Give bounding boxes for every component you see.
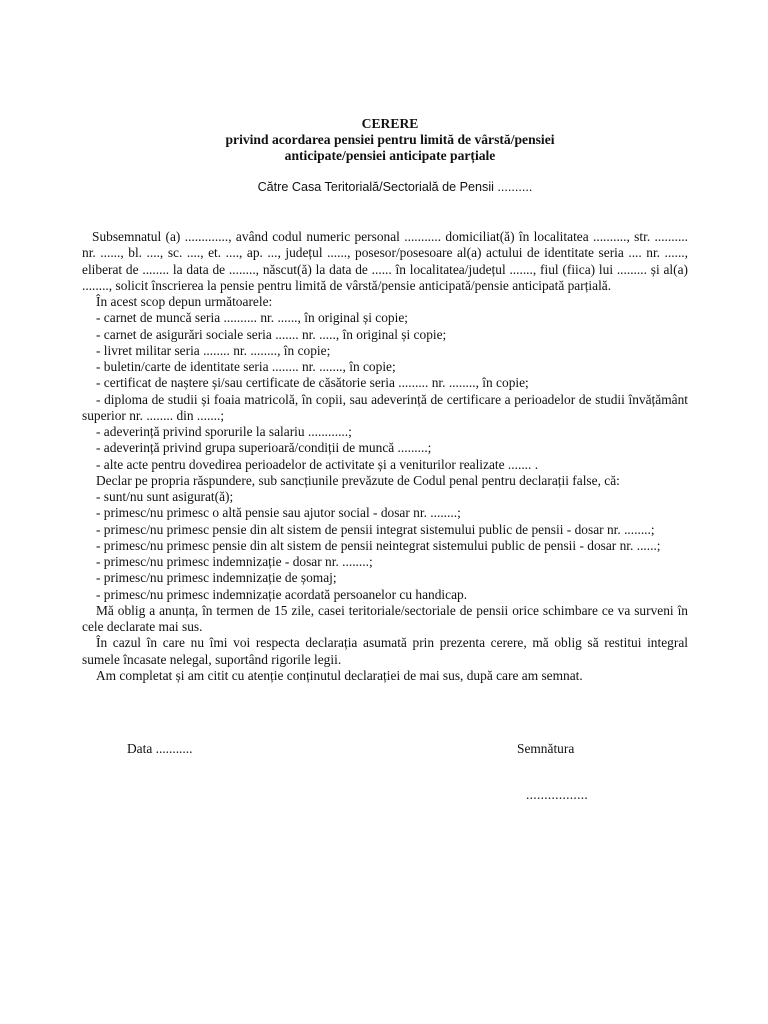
declaration-item: - primesc/nu primesc o altă pensie sau ajutor social - dosar nr. ........; [96,505,461,521]
closing-paragraph: În cazul în care nu îmi voi respecta declarația asumată prin prezenta cerere, mă oblig să restitui integral sumele încasate nelegal, suportând rigorile legii. [82,635,688,667]
signature-label: Semnătura [517,741,575,756]
declaration-item: - primesc/nu primesc pensie din alt sistem de pensii neintegrat sistemului public de pensii - dosar nr. ......; [96,537,661,553]
date-field: Data ........... [127,741,193,756]
declaration-list [82,489,688,603]
document-item: - diploma de studii și foaia matricolă, în copii, sau adeverință de certificare a perioadelor de studii învățământ superior nr. ........ din .......; [82,391,688,423]
closing-paragraph: Am completat și am citit cu atenție conținutul declarației de mai sus, după care am semnat. [96,667,583,683]
declaration-lead: Declar pe propria răspundere, sub sancțiunile prevăzute de Codul penal pentru declarații false, că: [96,472,620,488]
document-item: - certificat de naștere și/sau certificate de căsătorie seria ......... nr. ........, în copie; [96,375,529,391]
document-title: CERERE [361,116,419,131]
declaration-item: - primesc/nu primesc indemnizație - dosar nr. ........; [96,554,373,569]
intro-paragraph: Subsemnatul (a) ............., având codul numeric personal ........... domiciliat(ă) în localitatea .........., str. .......... nr. ......, bl. ...., sc. ...., et. ...., ap. ..., județul ......, posesor/posesoare al(a) actului de identitate seria .... nr. ......, eliberat de ........ la data de ........, născut(ă) la data de ...... în localitatea/județul ......., fiul (fiica) lui ......... și al(a) ........, solicit înscrierea la pensie pentru limită de vârstă/pensie anticipată/pensie anticipată parțială. [82,229,688,293]
document-item: - adeverință privind sporurile la salariu ............; [96,424,352,439]
document-item: - adeverință privind grupa superioară/condiții de muncă .........; [96,440,432,456]
declaration-item: - primesc/nu primesc pensie din alt sistem de pensii integrat sistemului public de pensii - dosar nr. ........; [96,521,655,537]
signature-field: ................. [526,787,589,802]
declaration-item: - primesc/nu primesc indemnizație de șomaj; [96,570,337,586]
document-subtitle-line-2: anticipate/pensiei anticipate parțiale [284,148,496,163]
document-item: - buletin/carte de identitate seria ........ nr. ......., în copie; [96,359,396,374]
document-item: - carnet de asigurări sociale seria ....... nr. ....., în original și copie; [96,326,447,342]
declaration-item: - primesc/nu primesc indemnizație acordată persoanelor cu handicap. [96,586,468,602]
document-item: - livret militar seria ........ nr. ........, în copie; [96,342,331,358]
document-heading [0,116,768,164]
documents-lead: În acest scop depun următoarele: [96,294,273,309]
closing-paragraph: Mă oblig a anunța, în termen de 15 zile, casei teritoriale/sectoriale de pensii orice schimbare ce va surveni în cele declarate mai sus. [82,602,688,634]
document-item: - carnet de muncă seria .......... nr. ......, în original și copie; [96,310,408,326]
documents-list [82,310,688,473]
document-subtitle-line-1: privind acordarea pensiei pentru limită de vârstă/pensiei [225,132,555,147]
document-item: - alte acte pentru dovedirea perioadelor de activitate și a veniturilor realizate ....... . [96,456,539,472]
declaration-item: - sunt/nu sunt asigurat(ă); [96,489,234,504]
document-body [82,229,688,684]
addressee-line: Către Casa Teritorială/Sectorială de Pensii .......... [257,180,533,194]
